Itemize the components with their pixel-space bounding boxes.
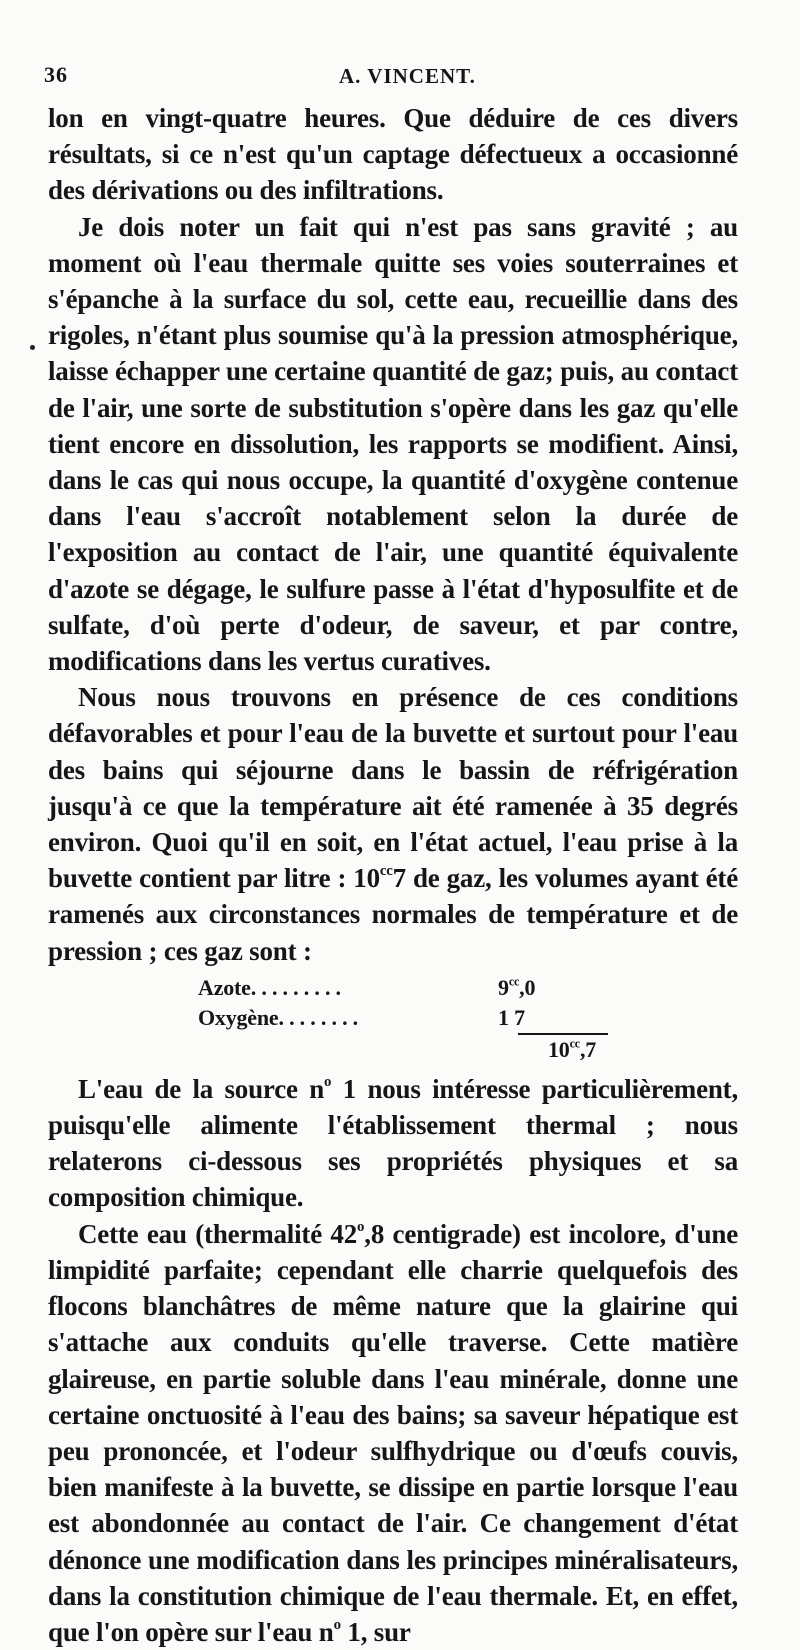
- body-text: [48, 100, 738, 1650]
- gas-table: [48, 973, 738, 1065]
- gas-row-oxygene: [48, 1003, 738, 1033]
- running-head: A. VINCENT.: [339, 64, 476, 88]
- paragraph-1: lon en vingt-quatre heures. Que déduire de ces divers résultats, si ce n'est qu'un captage défectueux a occasionné des dérivations ou des infiltrations.: [48, 103, 738, 206]
- gas-row-azote: [48, 973, 738, 1003]
- page-header: [44, 62, 744, 92]
- gas-name: Azote. . . . . . . . .: [198, 974, 341, 1000]
- gas-total: $10^{cc},7$: [548, 1036, 597, 1062]
- gas-value: 1 7: [498, 1004, 525, 1030]
- gas-name: Oxygène. . . . . . . .: [198, 1004, 358, 1030]
- gas-value: $9^{cc},0$: [498, 974, 536, 1000]
- paragraph-3: Nous nous trouvons en présence de ces conditions défavorables et pour l'eau de la buvette et surtout pour l'eau des bains qui séjourne dans le bassin de réfrigération jusqu'à ce que la température ait été ramenée à 35 degrés environ. Quoi qu'il en soit, en l'état actuel, l'eau prise à la buvette contient par litre : $10^{cc}7$ de gaz, les volumes ayant été ramenés aux circonstances normales de température et de pression ; ces gaz sont :: [48, 682, 738, 966]
- margin-mark: [30, 345, 35, 350]
- paragraph-5: Cette eau (thermalité 42$^o$,8 centigrade) est incolore, d'une limpidité parfaite; cependant elle charrie quelquefois des flocons blanchâtres de même nature que la glairine qui s'attache aux conduits qu'elle traverse. Cette matière glaireuse, en partie soluble dans l'eau minérale, donne une certaine onctuosité à l'eau des bains; sa saveur hépatique est peu prononcée, et l'odeur sulfhydrique ou d'œufs couvis, bien manifeste à la buvette, se dissipe en partie lorsque l'eau est abondonnée au contact de l'air. Ce changement d'état dénonce une modification dans les principes minéralisateurs, dans la constitution chimique de l'eau thermale. Et, en effet, que l'on opère sur l'eau $n^o$ 1, sur: [48, 1218, 738, 1647]
- paragraph-2: Je dois noter un fait qui n'est pas sans gravité ; au moment où l'eau thermale quitte ses voies souterraines et s'épanche à la surface du sol, cette eau, recueillie dans des rigoles, n'étant plus soumise qu'à la pression atmosphérique, laisse échapper une certaine quantité de gaz; puis, au contact de l'air, une sorte de substitution s'opère dans les gaz qu'elle tient encore en dissolution, les rapports se modifient. Ainsi, dans le cas qui nous occupe, la quantité d'oxygène contenue dans l'eau s'accroît notablement selon la durée de l'exposition au contact de l'air, une quantité équivalente d'azote se dégage, le sulfure passe à l'état d'hyposulfite et de sulfate, d'où perte d'odeur, de saveur, et par contre, modifications dans les vertus curatives.: [48, 211, 738, 677]
- page-number: 36: [44, 62, 68, 87]
- paragraph-4: L'eau de la source $n^o$ 1 nous intéresse particulièrement, puisqu'elle alimente l'établissement thermal ; nous relaterons ci-dessous ses propriétés physiques et sa composition chimique.: [48, 1073, 739, 1213]
